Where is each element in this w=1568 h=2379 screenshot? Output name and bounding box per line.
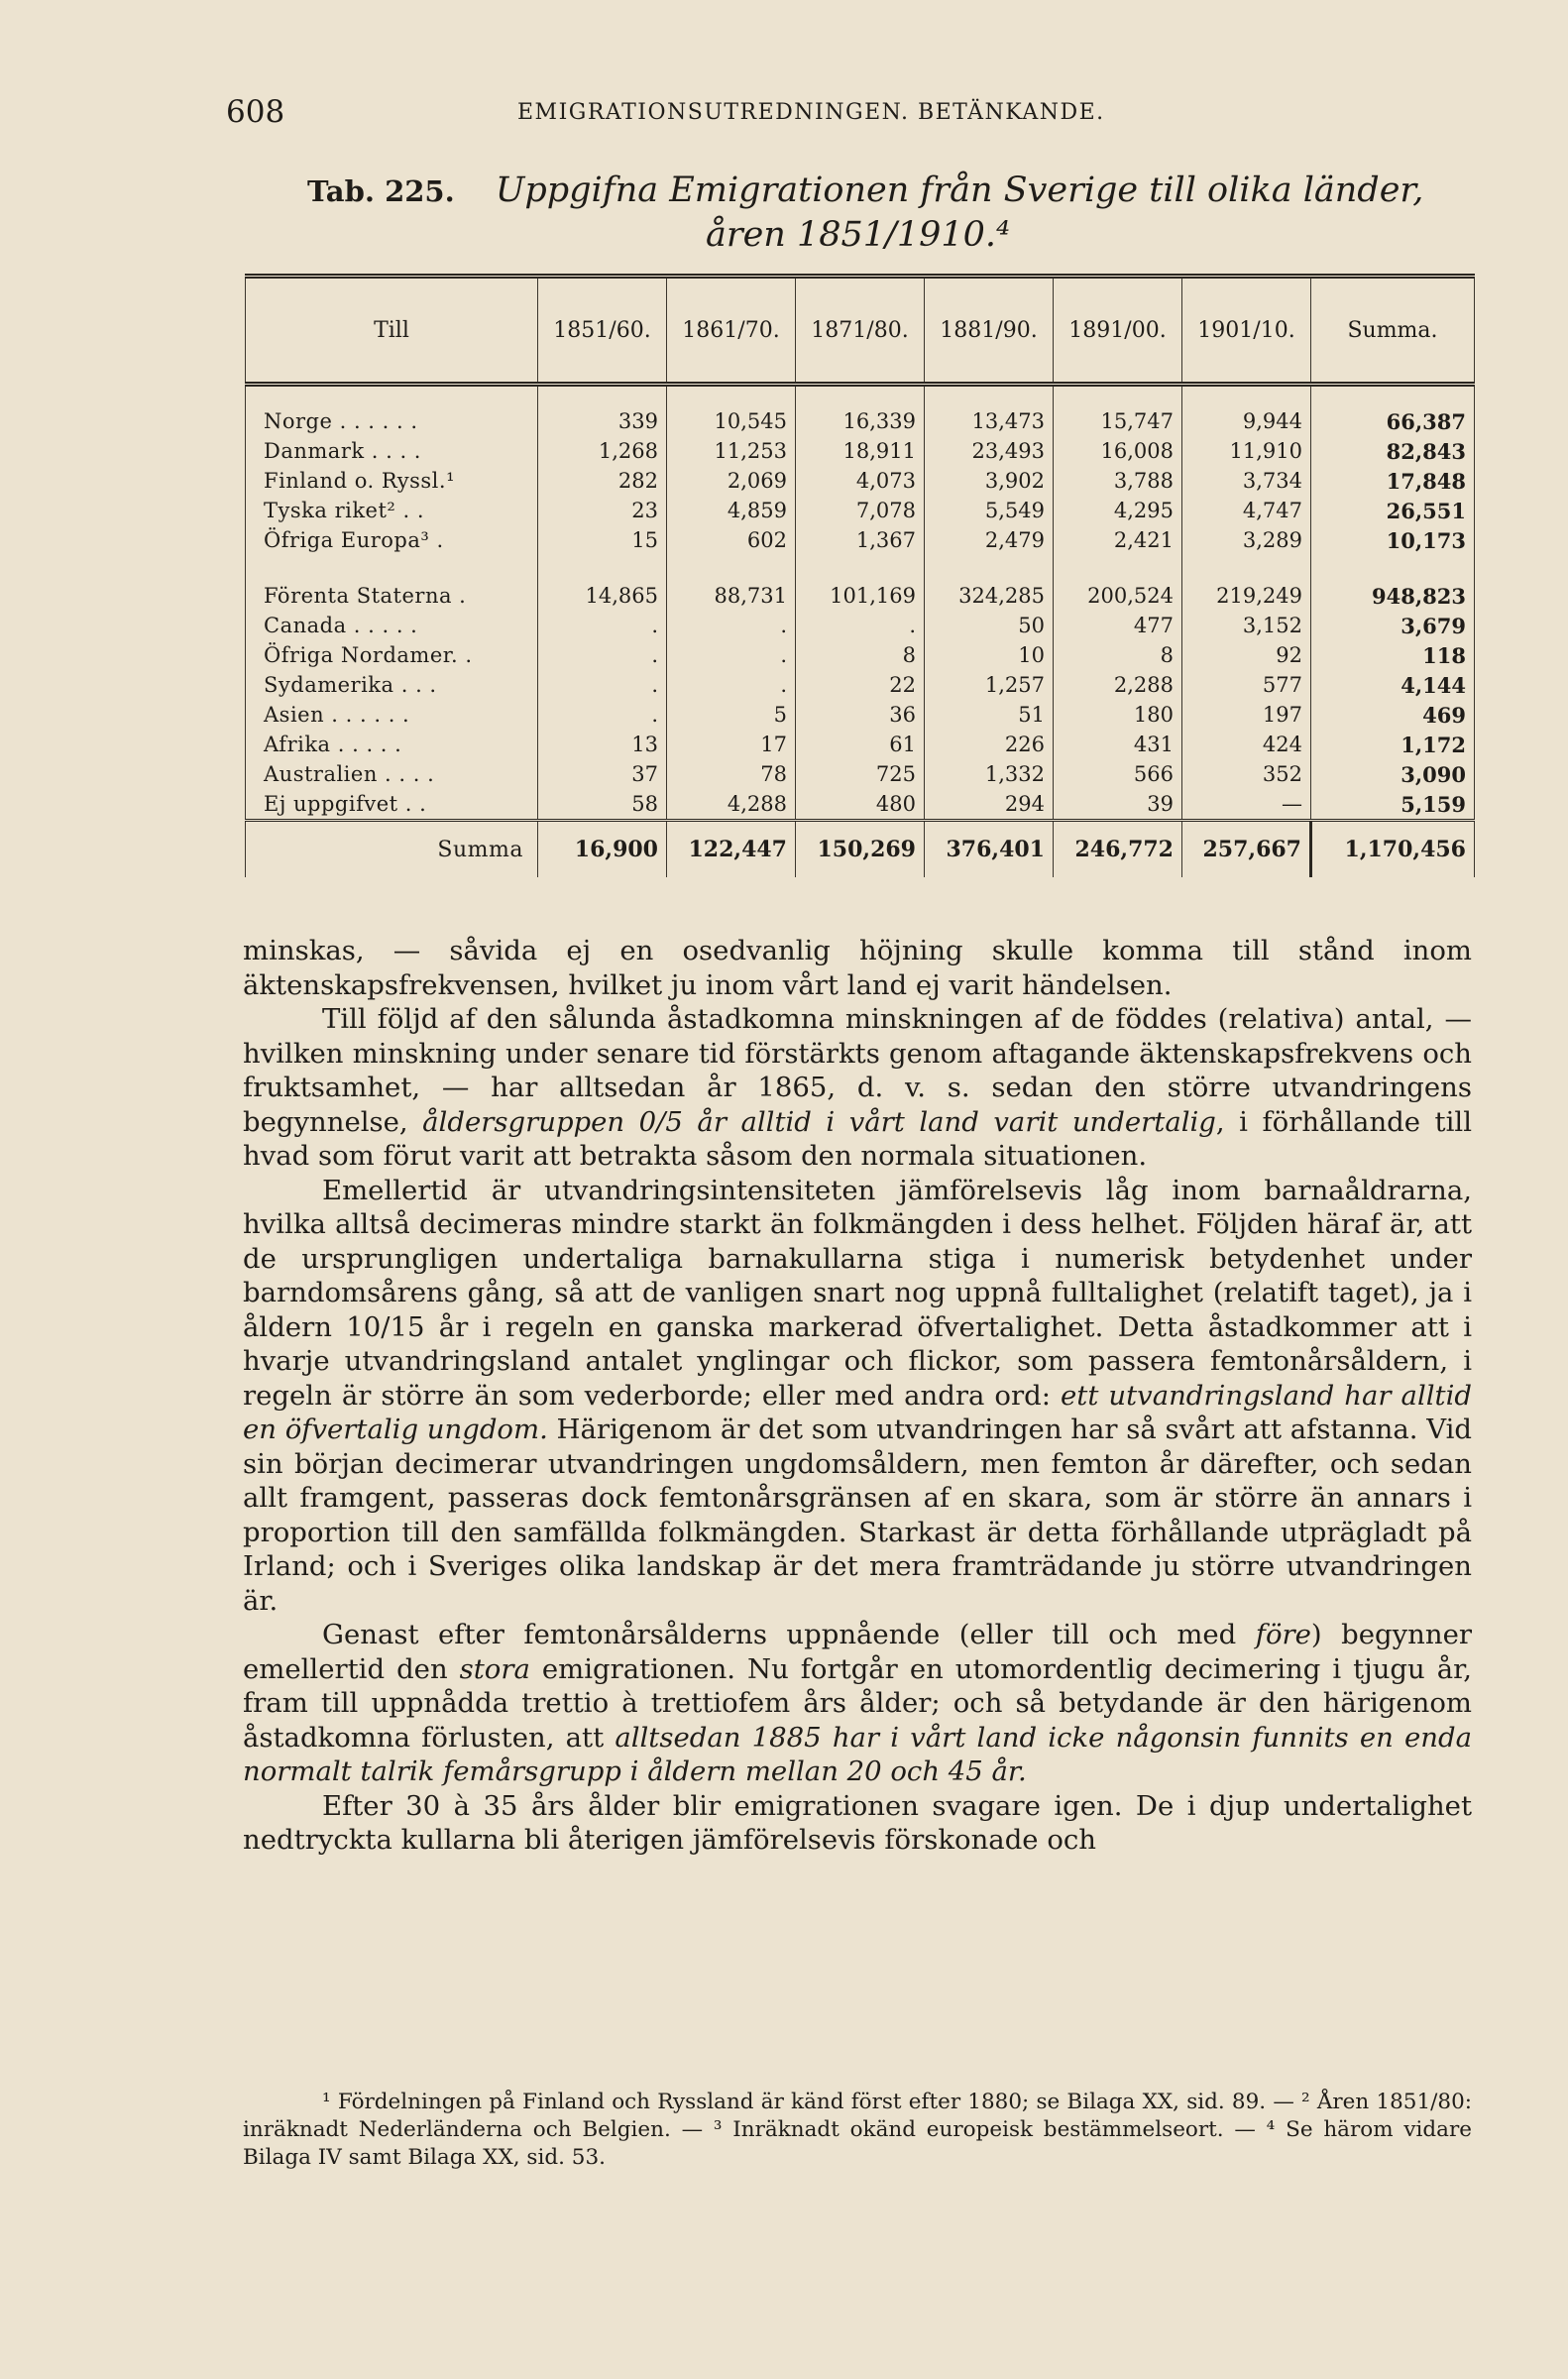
paragraph xyxy=(243,1174,1472,1619)
sum-cell: 4,144 xyxy=(1311,670,1475,700)
value-cell: 3,734 xyxy=(1182,466,1311,496)
value-cell: 51 xyxy=(925,700,1054,730)
value-cell: 37 xyxy=(538,759,667,789)
table-row xyxy=(246,640,1475,670)
value-cell: 577 xyxy=(1182,670,1311,700)
table-row xyxy=(246,496,1475,525)
paragraph xyxy=(243,934,1472,1002)
country-cell: Danmark . . . . xyxy=(246,436,538,466)
value-cell: . xyxy=(667,640,796,670)
page-number: 608 xyxy=(226,94,285,130)
value-cell: 4,288 xyxy=(667,789,796,821)
table-row xyxy=(246,385,1475,437)
total-cell: 246,772 xyxy=(1054,821,1182,878)
table-row xyxy=(246,700,1475,730)
value-cell: 324,285 xyxy=(925,555,1054,611)
column-header: Summa. xyxy=(1311,277,1475,385)
running-title: EMIGRATIONSUTREDNINGEN. BETÄNKANDE. xyxy=(517,100,1105,125)
value-cell: . xyxy=(667,611,796,640)
total-cell: 257,667 xyxy=(1182,821,1311,878)
total-cell: 1,170,456 xyxy=(1311,821,1475,878)
sum-cell: 26,551 xyxy=(1311,496,1475,525)
footnotes xyxy=(243,2089,1472,2172)
sum-cell: 469 xyxy=(1311,700,1475,730)
table-row xyxy=(246,759,1475,789)
value-cell: 480 xyxy=(796,789,925,821)
country-cell: Förenta Staterna . xyxy=(246,555,538,611)
value-cell: 431 xyxy=(1054,730,1182,759)
table-row xyxy=(246,436,1475,466)
column-header: 1861/70. xyxy=(667,277,796,385)
value-cell: 4,073 xyxy=(796,466,925,496)
sum-cell: 118 xyxy=(1311,640,1475,670)
italic-run: stora xyxy=(459,1652,530,1685)
paragraph xyxy=(243,1002,1472,1174)
country-cell: Canada . . . . . xyxy=(246,611,538,640)
value-cell: 1,268 xyxy=(538,436,667,466)
value-cell: 2,288 xyxy=(1054,670,1182,700)
value-cell: 14,865 xyxy=(538,555,667,611)
table-row xyxy=(246,555,1475,611)
value-cell: 101,169 xyxy=(796,555,925,611)
value-cell: 2,479 xyxy=(925,525,1054,555)
value-cell: 78 xyxy=(667,759,796,789)
table-body xyxy=(246,385,1475,878)
total-cell: 122,447 xyxy=(667,821,796,878)
value-cell: 16,008 xyxy=(1054,436,1182,466)
value-cell: 7,078 xyxy=(796,496,925,525)
column-header: 1881/90. xyxy=(925,277,1054,385)
value-cell: 10,545 xyxy=(667,385,796,437)
value-cell: 219,249 xyxy=(1182,555,1311,611)
value-cell: 13 xyxy=(538,730,667,759)
value-cell: . xyxy=(796,611,925,640)
value-cell: 5 xyxy=(667,700,796,730)
value-cell: 3,902 xyxy=(925,466,1054,496)
value-cell: 1,257 xyxy=(925,670,1054,700)
value-cell: 1,332 xyxy=(925,759,1054,789)
text-run: Härigenom är det som utvandringen har så svårt att afstanna. Vid sin början decimerar utvandringen ungdomsåldern, men femton år därefter, och sedan allt framgent, passeras dock femtonårsgränsen af en skara, som är större än annars i proportion till den samfällda folkmängden. Starkast är detta förhållande utprägladt på Irland; och i Sveriges olika landskap är det mera framträdande ju större utvandringen är. xyxy=(243,1414,1472,1617)
country-cell: Finland o. Ryssl.¹ xyxy=(246,466,538,496)
value-cell: 15 xyxy=(538,525,667,555)
value-cell: 3,788 xyxy=(1054,466,1182,496)
value-cell: 50 xyxy=(925,611,1054,640)
value-cell: — xyxy=(1182,789,1311,821)
value-cell: 339 xyxy=(538,385,667,437)
column-header: 1891/00. xyxy=(1054,277,1182,385)
value-cell: 602 xyxy=(667,525,796,555)
value-cell: 17 xyxy=(667,730,796,759)
table-row xyxy=(246,730,1475,759)
sum-cell: 5,159 xyxy=(1311,789,1475,821)
sum-cell: 948,823 xyxy=(1311,555,1475,611)
paragraph xyxy=(243,1789,1472,1858)
table-label: Tab. 225. xyxy=(307,174,455,208)
text-run: ) begynner emellertid den xyxy=(243,1619,1472,1685)
page-header xyxy=(226,94,1480,134)
value-cell: 22 xyxy=(796,670,925,700)
table-title-line2: åren 1851/1910.⁴ xyxy=(706,215,1011,255)
value-cell: 5,549 xyxy=(925,496,1054,525)
value-cell: 9,944 xyxy=(1182,385,1311,437)
value-cell: 11,253 xyxy=(667,436,796,466)
italic-run: ett utvandringsland har alltid en öfvertalig ungdom. xyxy=(243,1379,1472,1445)
text-run: emigrationen. Nu fortgår en utomordentlig decimering i tjugu år, fram till uppnådda trettio à trettiofem års ålder; och så betydande är den härigenom åstadkomna förlusten, att xyxy=(243,1652,1472,1754)
value-cell: 23 xyxy=(538,496,667,525)
country-cell: Asien . . . . . . xyxy=(246,700,538,730)
country-cell: Australien . . . . xyxy=(246,759,538,789)
emigration-table xyxy=(245,274,1475,877)
value-cell: . xyxy=(538,700,667,730)
value-cell: 282 xyxy=(538,466,667,496)
value-cell: 226 xyxy=(925,730,1054,759)
paragraph xyxy=(243,1618,1472,1789)
value-cell: 61 xyxy=(796,730,925,759)
sum-cell: 10,173 xyxy=(1311,525,1475,555)
column-header: Till xyxy=(246,277,538,385)
value-cell: 10 xyxy=(925,640,1054,670)
value-cell: 23,493 xyxy=(925,436,1054,466)
value-cell: 294 xyxy=(925,789,1054,821)
column-header: 1901/10. xyxy=(1182,277,1311,385)
text-run: , i förhållande till hvad som förut varit att betrakta såsom den normala situationen. xyxy=(243,1105,1472,1172)
value-cell: 180 xyxy=(1054,700,1182,730)
value-cell: 58 xyxy=(538,789,667,821)
sum-cell: 3,090 xyxy=(1311,759,1475,789)
value-cell: 36 xyxy=(796,700,925,730)
value-cell: . xyxy=(538,640,667,670)
country-cell: Öfriga Nordamer. . xyxy=(246,640,538,670)
country-cell: Sydamerika . . . xyxy=(246,670,538,700)
value-cell: 424 xyxy=(1182,730,1311,759)
value-cell: 16,339 xyxy=(796,385,925,437)
table-row xyxy=(246,670,1475,700)
total-cell: 150,269 xyxy=(796,821,925,878)
text-run: Genast efter femtonårsålderns uppnående (eller till och med xyxy=(322,1619,1256,1650)
country-cell: Norge . . . . . . xyxy=(246,385,538,437)
value-cell: . xyxy=(667,670,796,700)
value-cell: 566 xyxy=(1054,759,1182,789)
text-run: Efter 30 à 35 års ålder blir emigrationen svagare igen. De i djup undertalighet nedtryckta kullarna bli återigen jämförelsevis förskonade och xyxy=(243,1789,1472,1856)
value-cell: 15,747 xyxy=(1054,385,1182,437)
table-row xyxy=(246,466,1475,496)
italic-run: åldersgruppen 0/5 år alltid i vårt land varit undertalig xyxy=(422,1105,1216,1138)
total-label: Summa xyxy=(246,821,538,878)
total-cell: 16,900 xyxy=(538,821,667,878)
value-cell: 2,421 xyxy=(1054,525,1182,555)
country-cell: Tyska riket² . . xyxy=(246,496,538,525)
table-row xyxy=(246,611,1475,640)
sum-cell: 17,848 xyxy=(1311,466,1475,496)
total-cell: 376,401 xyxy=(925,821,1054,878)
value-cell: 11,910 xyxy=(1182,436,1311,466)
value-cell: 88,731 xyxy=(667,555,796,611)
table-title xyxy=(307,169,1467,257)
value-cell: 8 xyxy=(1054,640,1182,670)
italic-run: alltsedan 1885 har i vårt land icke någonsin funnits en enda normalt talrik femårsgrupp i åldern mellan 20 och 45 år. xyxy=(243,1721,1472,1787)
value-cell: 13,473 xyxy=(925,385,1054,437)
value-cell: 197 xyxy=(1182,700,1311,730)
text-run: Emellertid är utvandringsintensiteten jämförelsevis låg inom barnaåldrarna, hvilka alltså decimeras mindre starkt än folkmängden i dess helhet. Följden häraf är, att de ursprungligen undertaliga barnakullarna stiga i numerisk betydenhet under barndomsårens gång, så att de vanligen snart nog uppnå fulltalighet (relatift taget), ja i åldern 10/15 år i regeln en ganska markerad öfvertalighet. Detta åstadkommer att i hvarje utvandringsland antalet ynglingar och flickor, som passera femtonårsåldern, i regeln är större än som vederborde; eller med andra ord: xyxy=(243,1174,1472,1412)
value-cell: 3,289 xyxy=(1182,525,1311,555)
value-cell: 18,911 xyxy=(796,436,925,466)
table-row xyxy=(246,789,1475,821)
table-title-line1: Uppgifna Emigrationen från Sverige till olika länder, xyxy=(495,170,1424,210)
value-cell: 352 xyxy=(1182,759,1311,789)
value-cell: . xyxy=(538,611,667,640)
sum-cell: 1,172 xyxy=(1311,730,1475,759)
text-run: minskas, — såvida ej en osedvanlig höjning skulle komma till stånd inom äktenskapsfrekvensen, hvilket ju inom vårt land ej varit händelsen. xyxy=(243,935,1472,1001)
body-text xyxy=(243,934,1472,1858)
sum-cell: 82,843 xyxy=(1311,436,1475,466)
sum-cell: 66,387 xyxy=(1311,385,1475,437)
footnote-text: ¹ Fördelningen på Finland och Ryssland är känd först efter 1880; se Bilaga XX, sid. 89. — ² Åren 1851/80: inräknadt Nederländerna och Belgien. — ³ Inräknadt okänd europeisk bestämmelseort. — ⁴ Se härom vidare Bilaga IV samt Bilaga XX, sid. 53. xyxy=(243,2090,1472,2170)
value-cell: 4,747 xyxy=(1182,496,1311,525)
table-total-row xyxy=(246,821,1475,878)
value-cell: 200,524 xyxy=(1054,555,1182,611)
value-cell: 8 xyxy=(796,640,925,670)
table-row xyxy=(246,525,1475,555)
table-header-row xyxy=(246,277,1475,385)
column-header: 1871/80. xyxy=(796,277,925,385)
value-cell: 4,859 xyxy=(667,496,796,525)
value-cell: 2,069 xyxy=(667,466,796,496)
value-cell: 477 xyxy=(1054,611,1182,640)
sum-cell: 3,679 xyxy=(1311,611,1475,640)
country-cell: Öfriga Europa³ . xyxy=(246,525,538,555)
value-cell: 725 xyxy=(796,759,925,789)
text-run: Till följd af den sålunda åstadkomna minskningen af de föddes (relativa) antal, — hvilken minskning under senare tid förstärkts genom aftagande äktenskapsfrekvens och fruktsamhet, — har alltsedan år 1865, d. v. s. sedan den större utvandringens begynnelse, xyxy=(243,1003,1472,1138)
value-cell: 4,295 xyxy=(1054,496,1182,525)
country-cell: Afrika . . . . . xyxy=(246,730,538,759)
country-cell: Ej uppgifvet . . xyxy=(246,789,538,821)
value-cell: 3,152 xyxy=(1182,611,1311,640)
column-header: 1851/60. xyxy=(538,277,667,385)
value-cell: 39 xyxy=(1054,789,1182,821)
value-cell: 1,367 xyxy=(796,525,925,555)
value-cell: . xyxy=(538,670,667,700)
value-cell: 92 xyxy=(1182,640,1311,670)
italic-run: före xyxy=(1255,1619,1311,1650)
